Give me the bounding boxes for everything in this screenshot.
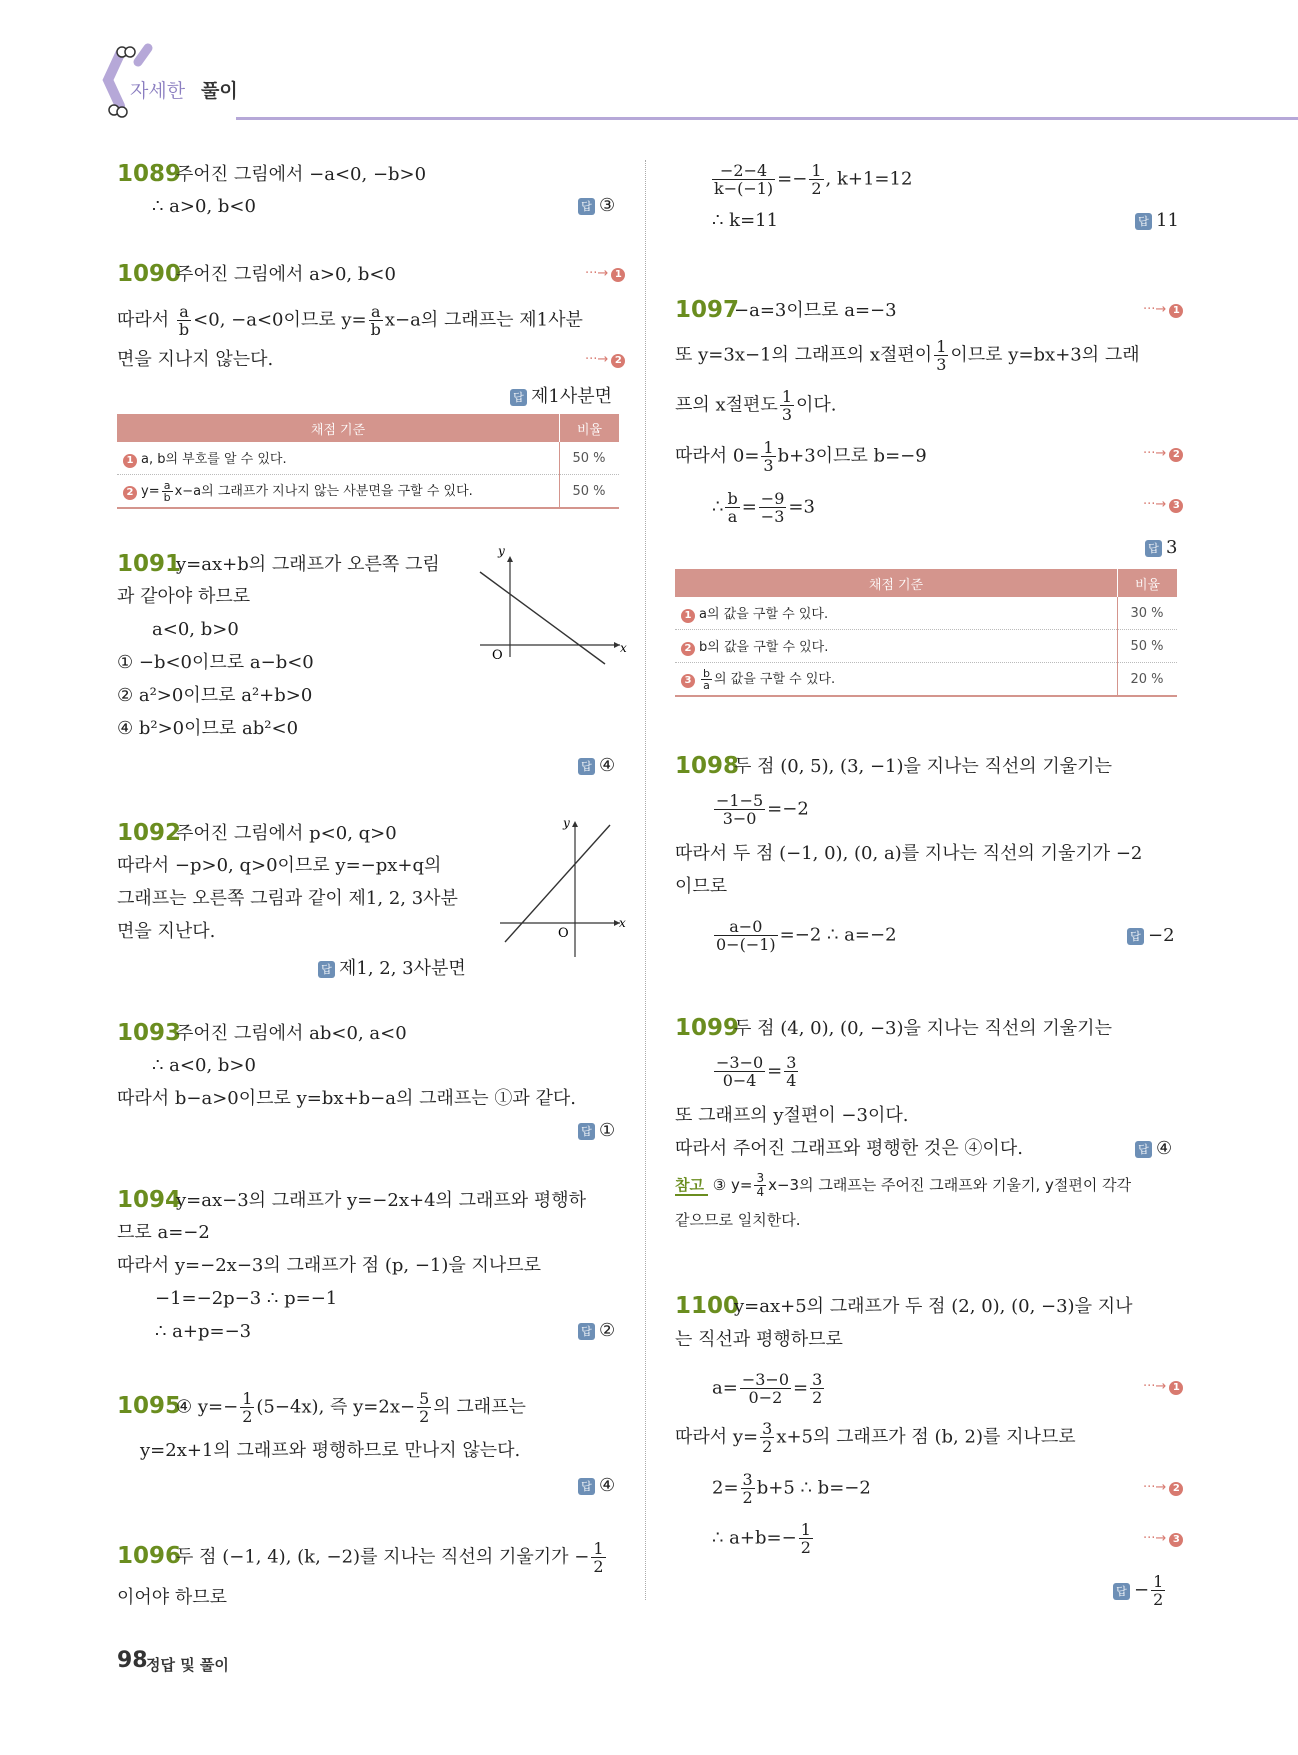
solution-line: ① −b<0이므로 a−b<0	[117, 652, 314, 673]
solution-line: ∴ a>0, b<0	[152, 196, 256, 217]
solution-line: a<0, b>0	[152, 619, 239, 640]
solution-line: 므로 a=−2	[117, 1222, 210, 1243]
svg-text:O: O	[558, 926, 569, 941]
solution-line: ∴ k=11	[712, 210, 779, 231]
step-marker: ···→ 2	[1143, 1480, 1183, 1496]
solution-line: $\frac{a-0}{0-(-1)}$ =−2 ∴ a=−2	[716, 917, 897, 954]
step-marker: ···→ 3	[1143, 497, 1183, 513]
solution-line: 따라서 y=−2x−3의 그래프가 점 (p, −1)을 지나므로	[117, 1255, 542, 1276]
scoring-table: 채점 기준 비율 1 a, b의 부호를 알 수 있다. 50 % 2 y= $\frac{a}{b}$ x−a의 그래프가 지나지 않는 사분면을 구할 수 있다. 50 %	[117, 414, 619, 509]
header-label-a: 자세한	[130, 80, 186, 102]
solution-line: $\frac{-3-0}{0-4}$ = $\frac{3}{4}$	[716, 1053, 797, 1090]
problem-number: 1093	[117, 1020, 182, 1046]
solution-line: 면을 지난다.	[117, 921, 216, 942]
problem-number: 1100	[675, 1293, 740, 1319]
solution-line: 또 y=3x−1의 그래프의 x절편이 $\frac{1}{3}$ 이므로 y=bx+3의 그래	[675, 337, 1140, 374]
solution-line: ∴ a<0, b>0	[152, 1055, 256, 1076]
solution-line: −1=−2p−3 ∴ p=−1	[155, 1288, 338, 1309]
answer: 답 −2	[1127, 925, 1175, 946]
problem-number: 1099	[675, 1015, 740, 1041]
problem-number: 1090	[117, 261, 182, 287]
page-number: 98	[117, 1648, 148, 1673]
solution-line: 따라서 두 점 (−1, 0), (0, a)를 지나는 직선의 기울기가 −2	[675, 843, 1143, 864]
answer: 답 제1사분면	[510, 382, 612, 408]
step-marker: ···→ 1	[585, 266, 625, 282]
solution-line: 따라서 −p>0, q>0이므로 y=−px+q의	[117, 855, 442, 876]
solution-line: 또 그래프의 y절편이 −3이다.	[675, 1105, 909, 1126]
solution-line: y=ax+5의 그래프가 두 점 (2, 0), (0, −3)을 지나	[734, 1296, 1133, 1317]
solution-line: $\frac{-1-5}{3-0}$ =−2	[716, 791, 809, 828]
solution-line: 이므로	[675, 876, 728, 897]
solution-line: y=ax+b의 그래프가 오른쪽 그림	[176, 554, 440, 575]
solution-line: ④ y=− $\frac{1}{2}$ (5−4x), 즉 y=2x− $\frac{5}{2}$ 의 그래프는	[176, 1389, 526, 1426]
solution-line: 따라서 y= $\frac{3}{2}$ x+5의 그래프가 점 (b, 2)를 지나므로	[675, 1419, 1076, 1456]
scoring-table: 채점 기준 비율 1 a의 값을 구할 수 있다. 30 % 2 b의 값을 구할 수 있다. 50 % 3 $\frac{b}{a}$ 의 값을 구할 수 있다. 20 %	[675, 569, 1177, 697]
svg-text:y: y	[498, 544, 505, 558]
step-marker: ···→ 2	[1143, 446, 1183, 462]
solution-line: 주어진 그림에서 p<0, q>0	[176, 823, 397, 844]
graph-1092	[495, 815, 635, 960]
answer: 답 ③	[578, 195, 615, 216]
svg-text:x: x	[619, 916, 626, 930]
header-label-b: 풀이	[201, 80, 238, 102]
answer: 답 ④	[578, 755, 615, 776]
solution-line: $\frac{-2-4}{k-(-1)}$ =− $\frac{1}{2}$ , k+1=12	[714, 161, 913, 198]
svg-text:x: x	[620, 641, 627, 655]
graph-1091	[470, 544, 630, 663]
note-line: 같으므로 일치한다.	[675, 1211, 801, 1229]
solution-line: 2= $\frac{3}{2}$ b+5 ∴ b=−2	[712, 1470, 871, 1507]
note: 참고 ③ y= $\frac{3}{4}$ x−3의 그래프는 주어진 그래프와 기울기, y절편이 각각	[675, 1171, 1132, 1199]
solution-line: ∴ $\frac{b}{a}$ = $\frac{-9}{-3}$ =3	[712, 489, 815, 526]
solution-line: 이어야 하므로	[117, 1587, 228, 1608]
solution-line: y=2x+1의 그래프와 평행하므로 만나지 않는다.	[140, 1440, 521, 1461]
step-marker: ···→ 3	[1143, 1531, 1183, 1547]
answer: 답 ④	[1135, 1138, 1172, 1159]
answer-icon: 답	[578, 198, 595, 215]
solution-line: ④ b²>0이므로 ab²<0	[117, 718, 299, 739]
step-marker: ···→ 1	[1143, 1379, 1183, 1395]
answer: 답 ①	[578, 1120, 615, 1141]
solution-line: 면을 지나지 않는다.	[117, 349, 274, 370]
answer: 답 − $\frac{1}{2}$	[1113, 1573, 1167, 1608]
svg-text:y: y	[563, 816, 570, 830]
answer: 답 제1, 2, 3사분면	[318, 954, 466, 980]
answer: 답 ②	[578, 1320, 615, 1341]
solution-line: ② a²>0이므로 a²+b>0	[117, 685, 313, 706]
svg-text:O: O	[492, 648, 503, 663]
answer: 답 3	[1145, 537, 1177, 558]
solution-line: 두 점 (0, 5), (3, −1)을 지나는 직선의 기울기는	[734, 756, 1112, 777]
answer: 답 11	[1135, 210, 1179, 231]
problem-number: 1095	[117, 1393, 182, 1419]
solution-line: ∴ a+p=−3	[155, 1321, 252, 1342]
solution-line: 주어진 그림에서 ab<0, a<0	[176, 1023, 407, 1044]
problem-number: 1097	[675, 297, 740, 323]
solution-line: a= $\frac{-3-0}{0-2}$ = $\frac{3}{2}$	[712, 1370, 823, 1407]
solution-line: 과 같아야 하므로	[117, 586, 251, 607]
problem-number: 1092	[117, 820, 182, 846]
solution-line: 주어진 그림에서 a>0, b<0	[176, 264, 396, 285]
solution-line: 따라서 주어진 그래프와 평행한 것은 ④이다.	[675, 1138, 1023, 1159]
problem-number: 1089	[117, 161, 182, 187]
solution-line: 그래프는 오른쪽 그림과 같이 제1, 2, 3사분	[117, 888, 458, 909]
solution-line: 따라서 0= $\frac{1}{3}$ b+3이므로 b=−9	[675, 438, 927, 475]
solution-line: 따라서 $\frac{a}{b}$ <0, −a<0이므로 y= $\frac{a}{b}$ x−a의 그래프는 제1사분	[117, 302, 583, 339]
solution-line: 두 점 (4, 0), (0, −3)을 지나는 직선의 기울기는	[734, 1018, 1112, 1039]
header-rule	[236, 117, 1298, 120]
solution-line: 는 직선과 평행하므로	[675, 1329, 843, 1350]
solution-line: 프의 x절편도 $\frac{1}{3}$ 이다.	[675, 387, 837, 424]
solution-line: y=ax−3의 그래프가 y=−2x+4의 그래프와 평행하	[176, 1190, 587, 1211]
solution-line: ∴ a+b=− $\frac{1}{2}$	[712, 1520, 811, 1557]
problem-number: 1098	[675, 753, 740, 779]
column-divider	[645, 160, 646, 1600]
problem-number: 1094	[117, 1187, 182, 1213]
solution-line: 두 점 (−1, 4), (k, −2)를 지나는 직선의 기울기가 − $\frac{1}{2}$	[176, 1539, 604, 1576]
step-marker: ···→ 2	[585, 352, 625, 368]
step-marker: ···→ 1	[1143, 302, 1183, 318]
answer: 답 ④	[578, 1475, 615, 1496]
solution-line: 주어진 그림에서 −a<0, −b>0	[176, 164, 427, 185]
problem-number: 1091	[117, 551, 182, 577]
footer-title: 정답 및 풀이	[146, 1656, 229, 1674]
solution-line: 따라서 b−a>0이므로 y=bx+b−a의 그래프는 ①과 같다.	[117, 1088, 576, 1109]
solution-line: −a=3이므로 a=−3	[734, 300, 897, 321]
problem-number: 1096	[117, 1543, 182, 1569]
